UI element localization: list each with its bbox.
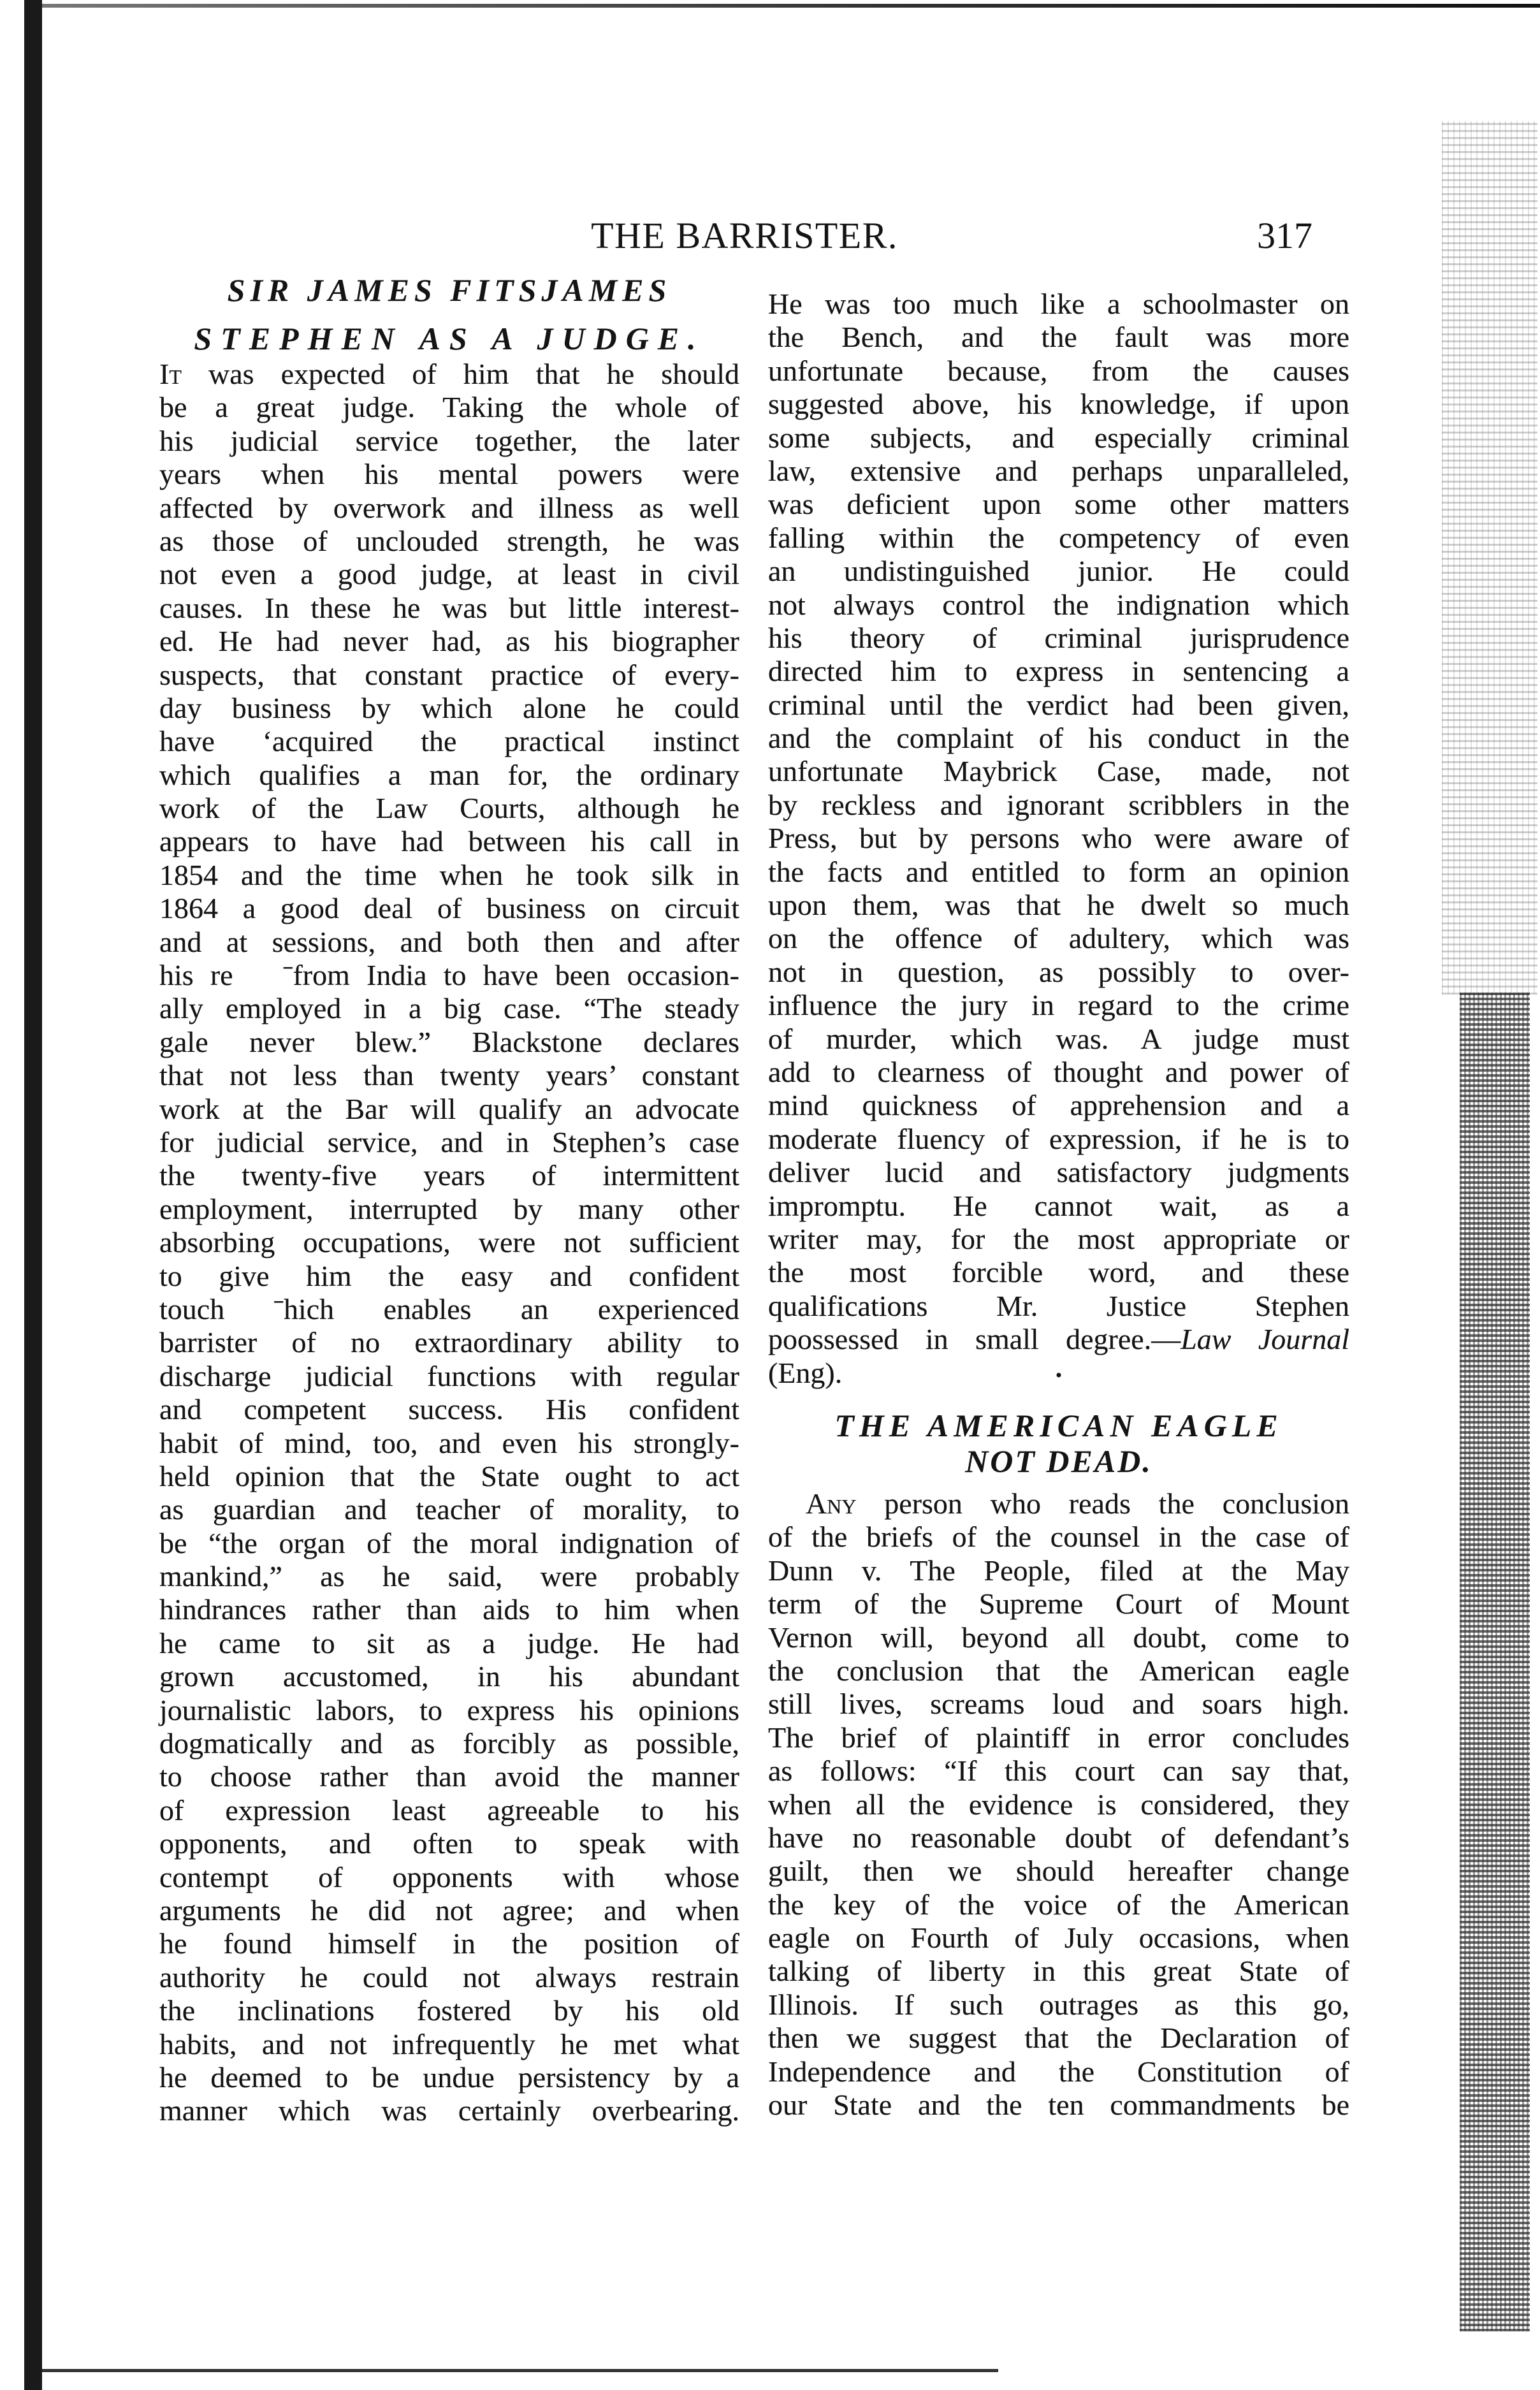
small-caps-opening: Any (806, 1487, 857, 1520)
text-line: manner which was certainly overbearing. (159, 2094, 739, 2127)
text-line: habit of mind, too, and even his strongly- (159, 1426, 739, 1459)
text-line: which qualifies a man for, the ordinary (159, 758, 739, 791)
text-run: poossessed in small degree.— (768, 1323, 1181, 1356)
text-line: authority he could not always restrain (159, 1960, 739, 1993)
page-number: 317 (1257, 215, 1312, 256)
text-line: ed. He had never had, as his biographer (159, 625, 739, 658)
text-line: years when his mental powers were (159, 458, 739, 491)
article-title-line: SIR JAMES FITSJAMES (227, 272, 672, 308)
text-line: as those of unclouded strength, he was (159, 524, 739, 557)
text-line (768, 1487, 1349, 1520)
text-line: eagle on Fourth of July occasions, when (768, 1921, 1349, 1955)
text-line: held opinion that the State ought to act (159, 1459, 739, 1492)
right-column-text (768, 1487, 1349, 2122)
text-line: suspects, that constant practice of every- (159, 658, 739, 691)
text-line: mind quickness of apprehension and a (768, 1089, 1349, 1122)
text-line: directed him to express in sentencing a (768, 655, 1349, 688)
text-line: unfortunate because, from the causes (768, 354, 1349, 387)
top-edge-rule (42, 4, 1540, 8)
text-line: Illinois. If such outrages as this go, (768, 1988, 1349, 2021)
text-line: suggested above, his knowledge, if upon (768, 388, 1349, 421)
text-line: work of the Law Courts, although he (159, 792, 739, 825)
article-title (768, 1408, 1349, 1479)
text-line: 1854 and the time when he took silk in (159, 858, 739, 891)
text-line (159, 358, 739, 391)
text-line: the conclusion that the American eagle (768, 1654, 1349, 1687)
article-title (159, 266, 739, 363)
text-line: some subjects, and especially criminal (768, 421, 1349, 454)
text-line: not even a good judge, at least in civil (159, 558, 739, 591)
text-line: hindrances rather than aids to him when (159, 1593, 739, 1626)
text-line: and at sessions, and both then and after (159, 925, 739, 958)
text-line: He was too much like a schoolmaster on (768, 288, 1349, 320)
text-line: on the offence of adultery, which was (768, 922, 1349, 955)
text-line: he found himself in the position of (159, 1927, 739, 1960)
text-line: guilt, then we should hereafter change (768, 1854, 1349, 1888)
text-line: he deemed to be undue persistency by a (159, 2060, 739, 2094)
text-line: barrister of no extraordinary ability to (159, 1326, 739, 1359)
text-line: add to clearness of thought and power of (768, 1055, 1349, 1088)
text-line: the Bench, and the fault was more (768, 321, 1349, 354)
binding-edge-bar (24, 0, 42, 2390)
text-line: writer may, for the most appropriate or (768, 1222, 1349, 1255)
text-line: discharge judicial functions with regular (159, 1359, 739, 1392)
text-line: opponents, and often to speak with (159, 1827, 739, 1860)
text-line: by reckless and ignorant scribblers in the (768, 788, 1349, 821)
text-line: of expression least agreeable to his (159, 1793, 739, 1826)
text-line: journalistic labors, to express his opinions (159, 1693, 739, 1726)
text-line: and competent success. His confident (159, 1393, 739, 1426)
text-line: the key of the voice of the American (768, 1888, 1349, 1921)
text-line: contempt of opponents with whose (159, 1860, 739, 1893)
text-line: Dunn v. The People, filed at the May (768, 1554, 1349, 1587)
text-line: and the complaint of his conduct in the (768, 722, 1349, 755)
text-line: for judicial service, and in Stephen’s case (159, 1125, 739, 1158)
text-line: arguments he did not agree; and when (159, 1893, 739, 1927)
text-line: the most forcible word, and these (768, 1256, 1349, 1289)
text-line: day business by which alone he could (159, 691, 739, 724)
text-line: The brief of plaintiff in error concludes (768, 1721, 1349, 1754)
text-line: not always control the indignation which (768, 588, 1349, 621)
running-head: THE BARRISTER. (591, 215, 898, 256)
text-line: our State and the ten commandments be (768, 2088, 1349, 2122)
text-line: the inclinations fostered by his old (159, 1994, 739, 2027)
text-line: causes. In these he was but little interest- (159, 591, 739, 624)
text-line: that not less than twenty years’ constant (159, 1059, 739, 1092)
scan-noise-dark-strip (1460, 993, 1530, 2331)
text-line: talking of liberty in this great State of (768, 1955, 1349, 1988)
text-line: the facts and entitled to form an opinion (768, 855, 1349, 888)
text-line: gale never blew.” Blackstone declares (159, 1025, 739, 1058)
text-line: ally employed in a big case. “The steady (159, 992, 739, 1025)
text-line: touch ˉhich enables an experienced (159, 1292, 739, 1325)
text-line: was deficient upon some other matters (768, 488, 1349, 521)
text-line: appears to have had between his call in (159, 825, 739, 858)
text-line: deliver lucid and satisfactory judgments (768, 1156, 1349, 1189)
text-line: of the briefs of the counsel in the case of (768, 1520, 1349, 1554)
italic-citation: Law Journal (1180, 1323, 1349, 1356)
text-line: grown accustomed, in his abundant (159, 1660, 739, 1693)
text-line: then we suggest that the Declaration of (768, 2022, 1349, 2055)
text-line: Vernon will, beyond all doubt, come to (768, 1621, 1349, 1654)
small-caps-opening: It (159, 358, 182, 390)
text-line: employment, interrupted by many other (159, 1192, 739, 1225)
text-line: 1864 a good deal of business on circuit (159, 892, 739, 925)
text-line: as guardian and teacher of morality, to (159, 1493, 739, 1526)
text-line: be “the organ of the moral indignation of (159, 1526, 739, 1559)
bottom-edge-rule (42, 2369, 998, 2372)
text-line: his theory of criminal jurisprudence (768, 621, 1349, 654)
text-line: when all the evidence is considered, they (768, 1788, 1349, 1821)
text-line: mankind,” as he said, were probably (159, 1560, 739, 1593)
text-line (768, 1323, 1349, 1356)
text-line: have ‘acquired the practical instinct (159, 725, 739, 758)
text-line: the twenty-five years of intermittent (159, 1159, 739, 1192)
text-line: work at the Bar will qualify an advocate (159, 1092, 739, 1125)
text-line: term of the Supreme Court of Mount (768, 1587, 1349, 1621)
text-line: have no reasonable doubt of defendant’s (768, 1821, 1349, 1854)
text-line: still lives, screams loud and soars high. (768, 1687, 1349, 1721)
text-line: impromptu. He cannot wait, as a (768, 1189, 1349, 1222)
text-line: Independence and the Constitution of (768, 2055, 1349, 2088)
text-line: falling within the competency of even (768, 521, 1349, 554)
article-title-line: THE AMERICAN EAGLE (834, 1408, 1283, 1443)
text-line: to give him the easy and confident (159, 1259, 739, 1292)
text-line: unfortunate Maybrick Case, made, not (768, 755, 1349, 788)
text-line: not in question, as possibly to over- (768, 955, 1349, 988)
text-line: law, extensive and perhaps unparalleled, (768, 454, 1349, 487)
left-column-text (159, 358, 739, 2128)
text-run: was expected of him that he should (181, 358, 739, 390)
article-title-line: NOT DEAD. (965, 1443, 1152, 1479)
text-line: influence the jury in regard to the crime (768, 989, 1349, 1022)
text-line: his re ˉfrom India to have been occasion- (159, 959, 739, 992)
text-line: qualifications Mr. Justice Stephen (768, 1289, 1349, 1322)
article-separator: • (1055, 1365, 1063, 1386)
text-line: upon them, was that he dwelt so much (768, 889, 1349, 922)
text-line: habits, and not infrequently he met what (159, 2027, 739, 2060)
text-line: moderate fluency of expression, if he is to (768, 1122, 1349, 1155)
text-line: (Eng). (768, 1356, 843, 1389)
text-line: as follows: “If this court can say that, (768, 1754, 1349, 1788)
text-line: dogmatically and as forcibly as possible, (159, 1727, 739, 1760)
text-line: to choose rather than avoid the manner (159, 1760, 739, 1793)
text-line: his judicial service together, the later (159, 424, 739, 457)
text-line: absorbing occupations, were not sufficient (159, 1226, 739, 1259)
text-line: of murder, which was. A judge must (768, 1022, 1349, 1055)
text-line: affected by overwork and illness as well (159, 491, 739, 524)
text-line: criminal until the verdict had been given, (768, 688, 1349, 721)
text-line: be a great judge. Taking the whole of (159, 391, 739, 424)
text-run: person who reads the conclusion (856, 1487, 1349, 1520)
text-line: an undistinguished junior. He could (768, 555, 1349, 588)
scan-noise-strip (1442, 121, 1537, 995)
right-column-continuation (768, 288, 1349, 1390)
article-title-line: STEPHEN AS A JUDGE. (194, 321, 705, 356)
text-line: Press, but by persons who were aware of (768, 822, 1349, 855)
text-line: he came to sit as a judge. He had (159, 1626, 739, 1659)
